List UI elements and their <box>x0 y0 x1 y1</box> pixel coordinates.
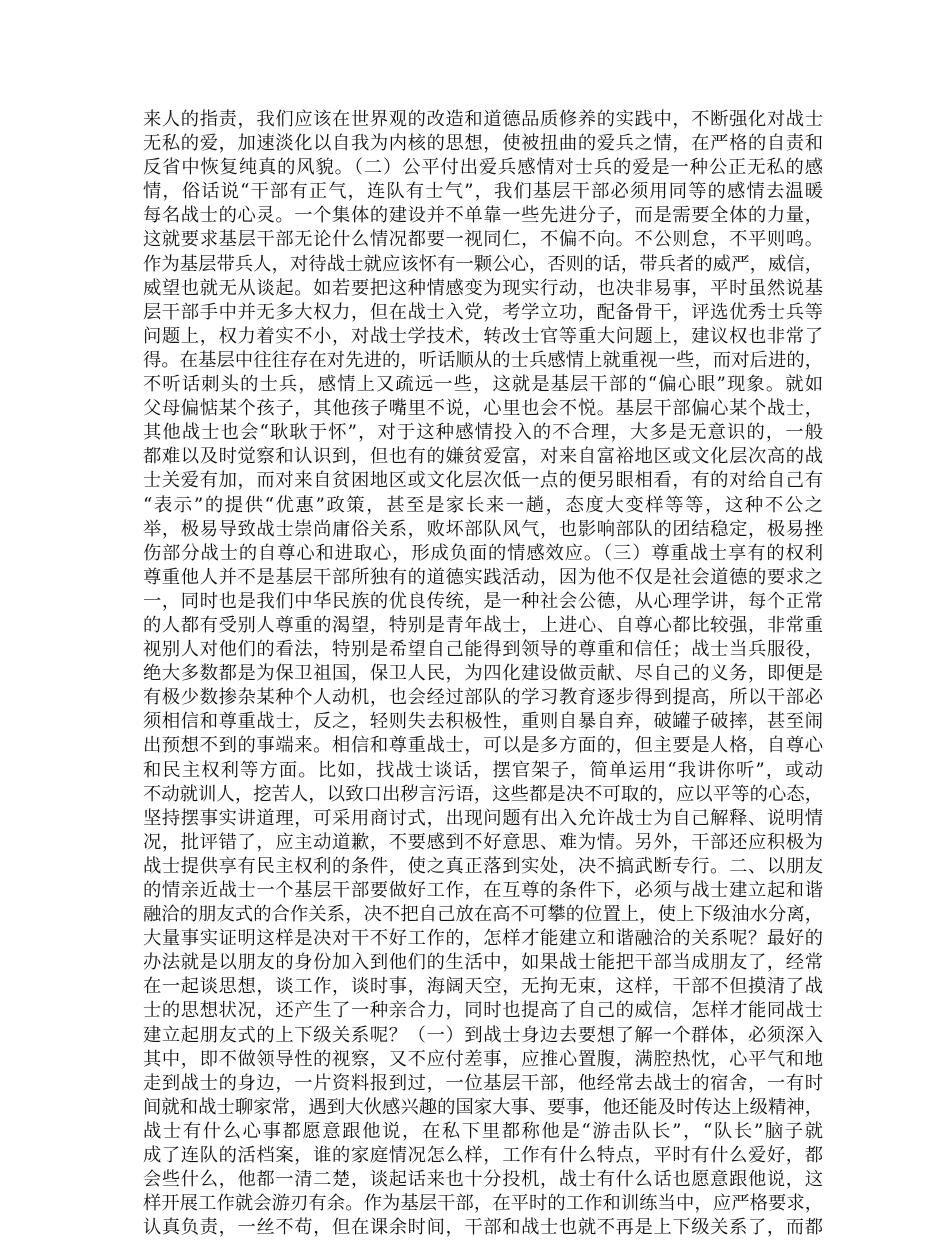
text-line: 伤部分战士的自尊心和进取心，形成负面的情感效应。（三）尊重战士享有的权利 <box>143 542 823 564</box>
text-line: 一，同时也是我们中华民族的优良传统，是一种社会公德，从心理学讲，每个正常 <box>143 590 823 612</box>
text-line: 情，俗话说“干部有正气，连队有士气”，我们基层干部必须用同等的感情去温暖 <box>143 181 823 203</box>
text-line: 来人的指责，我们应该在世界观的改造和道德品质修养的实践中，不断强化对战士 <box>143 109 823 130</box>
text-line: 认真负责，一丝不苟，但在课余时间，干部和战士也就不再是上下级关系了，而都 <box>143 1217 823 1239</box>
text-line: 都难以及时觉察和认识到，但也有的嫌贫爱富，对来自富裕地区或文化层次高的战 <box>143 446 823 468</box>
text-line: 的人都有受别人尊重的渴望，特别是青年战士，上进心、自尊心都比较强，非常重 <box>143 614 823 636</box>
text-line: 出预想不到的事端来。相信和尊重战士，可以是多方面的，但主要是人格，自尊心 <box>143 735 823 757</box>
text-line: 得。在基层中往往存在对先进的，听话顺从的士兵感情上就重视一些，而对后进的， <box>143 349 823 371</box>
text-line: 士关爱有加，而对来自贫困地区或文化层次低一点的便另眼相看，有的对给自己有 <box>143 470 823 492</box>
text-line: 其他战士也会“耿耿于怀”，对于这种感情投入的不合理，大多是无意识的，一般 <box>143 422 823 444</box>
text-line: 须相信和尊重战士，反之，轻则失去积极性，重则自暴自弃，破罐子破摔，甚至闹 <box>143 711 823 733</box>
text-line: 大量事实证明这样是决对干不好工作的，怎样才能建立和谐融洽的关系呢？最好的 <box>143 928 823 950</box>
text-line: 举，极易导致战士崇尚庸俗关系，败坏部队风气，也影响部队的团结稳定，极易挫 <box>143 518 823 540</box>
text-line: 有极少数掺杂某种个人动机，也会经过部队的学习教育逐步得到提高，所以干部必 <box>143 687 823 709</box>
text-line: 建立起朋友式的上下级关系呢？（一）到战士身边去要想了解一个群体，必须深入 <box>143 1024 823 1046</box>
text-line: 视别人对他们的看法，特别是希望自己能得到领导的尊重和信任；战士当兵服役， <box>143 639 823 661</box>
text-line: 会些什么，他都一清二楚，谈起话来也十分投机，战士有什么话也愿意跟他说，这 <box>143 1169 823 1191</box>
text-line: 问题上，权力着实不小，对战士学技术，转改士官等重大问题上，建议权也非常了 <box>143 325 823 347</box>
text-line: 在一起谈思想，谈工作，谈时事，海阔天空，无拘无束，这样，干部不但摸清了战 <box>143 976 823 998</box>
text-line: 层干部手中并无多大权力，但在战士入党，考学立功，配备骨干，评选优秀士兵等 <box>143 301 823 323</box>
text-line: 间就和战士聊家常，遇到大伙感兴趣的国家大事、要事，他还能及时传达上级精神， <box>143 1096 823 1118</box>
text-line: 况，批评错了，应主动道歉，不要感到不好意思、难为情。另外，干部还应积极为 <box>143 831 823 853</box>
body-text <box>143 108 823 1240</box>
text-line: “表示”的提供“优惠”政策，甚至是家长来一趟，态度大变样等等，这种不公之 <box>143 494 823 516</box>
text-line: 威望也就无从谈起。如若要把这种情感变为现实行动，也决非易事，平时虽然说基 <box>143 277 823 299</box>
text-line: 无私的爱，加速淡化以自我为内核的思想，使被扭曲的爱兵之情，在严格的自责和 <box>143 133 823 155</box>
text-line: 不听话刺头的士兵，感情上又疏远一些，这就是基层干部的“偏心眼”现象。就如 <box>143 374 823 396</box>
text-line: 样开展工作就会游刃有余。作为基层干部，在平时的工作和训练当中，应严格要求， <box>143 1193 823 1215</box>
text-line: 和民主权利等方面。比如，找战士谈话，摆官架子，简单运用“我讲你听”，或动 <box>143 759 823 781</box>
text-line: 作为基层带兵人，对待战士就应该怀有一颗公心，否则的话，带兵者的威严，威信， <box>143 253 823 275</box>
text-line: 成了连队的活档案，谁的家庭情况怎么样，工作有什么特点，平时有什么爱好，都 <box>143 1145 823 1167</box>
text-line: 办法就是以朋友的身份加入到他们的生活中，如果战士能把干部当成朋友了，经常 <box>143 952 823 974</box>
text-line: 战士有什么心事都愿意跟他说，在私下里都称他是“游击队长”，“队长”脑子就 <box>143 1120 823 1142</box>
text-line: 父母偏惦某个孩子，其他孩子嘴里不说，心里也会不悦。基层干部偏心某个战士， <box>143 398 823 420</box>
text-line: 反省中恢复纯真的风貌。（二）公平付出爱兵感情对士兵的爱是一种公正无私的感 <box>143 157 823 179</box>
text-line: 每名战士的心灵。一个集体的建设并不单靠一些先进分子，而是需要全体的力量， <box>143 205 823 227</box>
text-line: 尊重他人并不是基层干部所独有的道德实践活动，因为他不仅是社会道德的要求之 <box>143 566 823 588</box>
text-line: 这就要求基层干部无论什么情况都要一视同仁，不偏不向。不公则怠，不平则鸣。 <box>143 229 823 251</box>
text-line: 坚持摆事实讲道理，可采用商讨式，出现问题有出入允许战士为自己解释、说明情 <box>143 807 823 829</box>
text-line: 融洽的朋友式的合作关系，决不把自己放在高不可攀的位置上，使上下级油水分离， <box>143 904 823 926</box>
text-line: 的情亲近战士一个基层干部要做好工作，在互尊的条件下，必须与战士建立起和谐 <box>143 880 823 901</box>
text-line: 绝大多数都是为保卫祖国，保卫人民，为四化建设做贡献、尽自己的义务，即便是 <box>143 663 823 685</box>
text-line: 士的思想状况，还产生了一种亲合力，同时也提高了自己的威信，怎样才能同战士 <box>143 1000 823 1022</box>
text-line: 战士提供享有民主权利的条件，使之真正落到实处，决不搞武断专行。二、以朋友 <box>143 855 823 877</box>
text-line: 走到战士的身边，一片资料报到过，一位基层干部，他经常去战士的宿舍，一有时 <box>143 1072 823 1094</box>
text-line: 不动就训人，挖苦人，以致口出秽言污语，这些都是决不可取的，应以平等的心态， <box>143 783 823 805</box>
text-line: 其中，即不做领导性的视察，又不应付差事，应推心置腹，满腔热忱，心平气和地 <box>143 1048 823 1070</box>
